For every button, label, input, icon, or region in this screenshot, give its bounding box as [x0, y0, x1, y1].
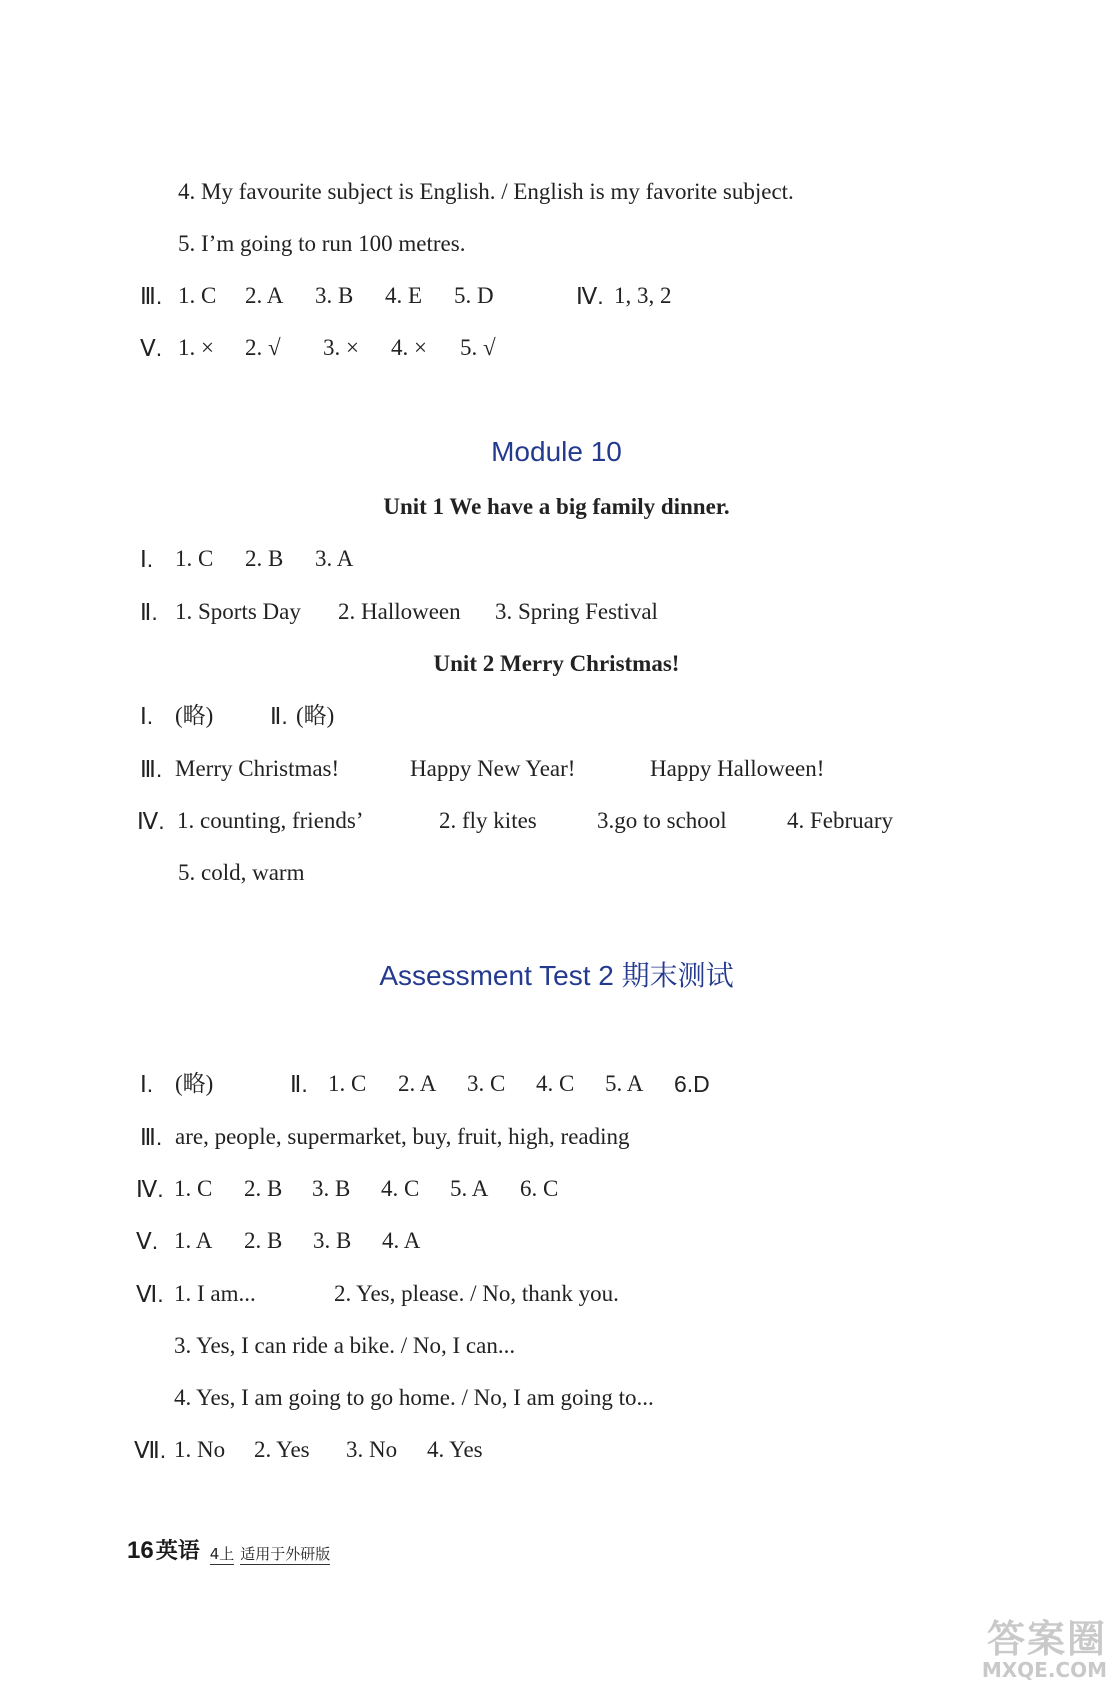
answer-item: 1. C — [328, 1071, 367, 1096]
answer-item: 3. C — [467, 1071, 506, 1096]
edition-label: 适用于外研版 — [240, 1545, 331, 1563]
answer-page: 4. My favourite subject is English. / English is my favorite subject. 5. I’m going to run 100 metres. Ⅲ. 1. C 2. A 3. B 4. E 5. D Ⅳ. 1, 3, 2 Ⅴ. 1. × 2. √ 3. × 4. × 5. √ Module 10 Unit 1 We have a big family dinner. Ⅰ. 1. C 2. B 3. A Ⅱ. 1. Sports Day 2. Halloween 3. Spring Festival Unit 2 Merry Christmas! Ⅰ. (略) Ⅱ. (略) Ⅲ. Merry Christmas! Happy New Year! Happy Halloween! Ⅳ. 1. counting, friends’ 2. fly kites 3.go to school 4. February 5. cold, warm Assessment Test 2 期末测试 Ⅰ. (略) Ⅱ. 1. C 2. A 3. C 4. C 5. A 6.D Ⅲ. are, people, supermarket, buy, fruit, high, reading Ⅳ. 1. C 2. B 3. B 4. C 5. A 6. C Ⅴ. 1. A 2. B 3. B 4. A Ⅵ. 1. I am... 2. Yes, please. / No, thank you. 3. Yes, I can ride a bike. / No, I can... 4. Yes, I am going to go home. / No, I am going to... Ⅶ. 1. No 2. Yes 3. No 4. Yes 16 英语 4上 适用于外研版 答案圈 MXQE.COM — [0, 0, 1113, 1685]
section-label: Ⅱ. — [270, 703, 288, 729]
grade-label: 4上 — [209, 1545, 235, 1563]
answer-item: 1. C — [175, 546, 214, 571]
answer-item: 1. × — [178, 335, 214, 360]
section-label: Ⅰ. — [140, 703, 154, 729]
answer-item: 1. Sports Day — [175, 599, 301, 624]
answer-item: 4. Yes — [427, 1437, 483, 1462]
section-label: Ⅴ. — [136, 1228, 159, 1254]
section-label: Ⅶ. — [134, 1437, 167, 1463]
answer-item: 5. A — [450, 1176, 489, 1201]
section-label: Ⅰ. — [140, 1071, 154, 1097]
answer-item: 4. February — [787, 808, 894, 833]
answer-item: (略) — [175, 1071, 214, 1096]
section-label: Ⅲ. — [140, 1124, 163, 1150]
answer-item: Happy Halloween! — [650, 756, 825, 781]
answer-item: (略) — [296, 703, 335, 728]
answer-item: 2. Halloween — [338, 599, 461, 624]
test-title: Assessment Test 2 期末测试 — [379, 960, 734, 991]
answer-item: 3. A — [315, 546, 354, 571]
answer-item: Happy New Year! — [410, 756, 576, 781]
section-label: Ⅳ. — [576, 283, 604, 309]
answer-item: 4. A — [382, 1228, 421, 1253]
answer-item: 3. No — [346, 1437, 398, 1462]
section-label: Ⅱ. — [140, 599, 158, 625]
page-number: 16 — [127, 1537, 154, 1564]
unit-title: Unit 2 Merry Christmas! — [433, 651, 680, 676]
answer-item: 5. √ — [460, 335, 496, 360]
answer-item: 1, 3, 2 — [614, 283, 672, 308]
section-label: Ⅲ. — [140, 283, 163, 309]
answer-item: 2. B — [244, 1176, 283, 1201]
answer-item: 1. I am... — [174, 1281, 256, 1306]
answer-item: 5. D — [454, 283, 494, 308]
answer-item: 1. A — [174, 1228, 213, 1253]
answer-item: 3. × — [323, 335, 359, 360]
answer-item: 3. B — [313, 1228, 352, 1253]
answer-item: 1. counting, friends’ — [177, 808, 364, 833]
answer-item: 3. Spring Festival — [495, 599, 658, 624]
answer-item: 2. fly kites — [439, 808, 537, 833]
answer-item: 2. B — [245, 546, 284, 571]
answer-item: 2. Yes — [254, 1437, 310, 1462]
answer-item: 4. E — [385, 283, 423, 308]
answer-item: 3. B — [315, 283, 354, 308]
answer-item: 1. No — [174, 1437, 226, 1462]
answer-item: 1. C — [178, 283, 217, 308]
answer-item: 2. B — [244, 1228, 283, 1253]
answer-item: 2. Yes, please. / No, thank you. — [334, 1281, 619, 1306]
answer-item: 4. × — [391, 335, 427, 360]
page-footer — [127, 1531, 330, 1565]
answer-item: 3. B — [312, 1176, 351, 1201]
answer-item: 4. C — [381, 1176, 420, 1201]
answer-item: 4. C — [536, 1071, 575, 1096]
section-label: Ⅴ. — [140, 335, 163, 361]
answer-item: 2. A — [398, 1071, 437, 1096]
answer-item: 5. A — [605, 1071, 644, 1096]
section-label: Ⅵ. — [136, 1281, 164, 1307]
answer-item: 1. C — [174, 1176, 213, 1201]
unit-title: Unit 1 We have a big family dinner. — [383, 494, 730, 519]
section-label: Ⅰ. — [140, 546, 154, 572]
answer-item: 6.D — [674, 1071, 710, 1097]
section-label: Ⅱ. — [290, 1071, 308, 1097]
watermark-logo — [982, 1619, 1107, 1681]
section-label: Ⅳ. — [136, 1176, 164, 1202]
watermark-text: 答案圈 — [986, 1617, 1107, 1661]
module-title: Module 10 — [491, 436, 622, 467]
answer-item: (略) — [175, 703, 214, 728]
section-label: Ⅲ. — [140, 756, 163, 782]
answer-item: 3.go to school — [597, 808, 727, 833]
watermark-url: MXQE.COM — [981, 1658, 1107, 1682]
answer-item: 6. C — [520, 1176, 559, 1201]
answer-item: Merry Christmas! — [175, 756, 340, 781]
answer-item: 2. √ — [245, 335, 281, 360]
answer-item: are, people, supermarket, buy, fruit, high, reading — [175, 1124, 630, 1149]
answer-item: 2. A — [245, 283, 284, 308]
section-label: Ⅳ. — [137, 808, 165, 834]
subject-label: 英语 — [155, 1539, 200, 1564]
